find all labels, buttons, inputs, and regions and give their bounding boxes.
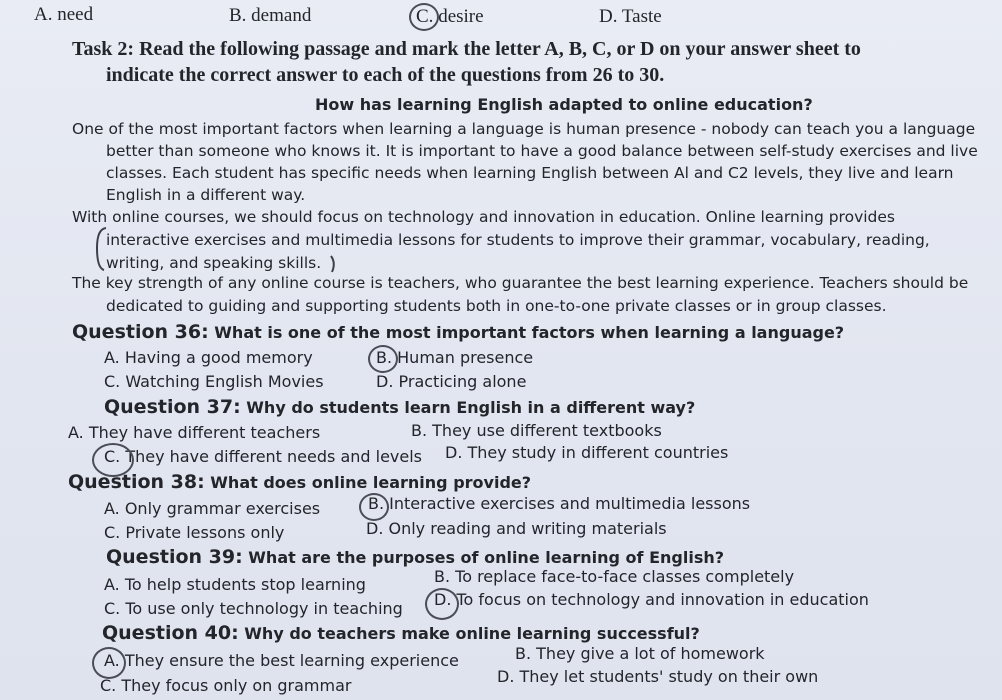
- passage-p2-line: writing, and speaking skills.: [106, 254, 322, 272]
- question-text: Why do teachers make online learning successful?: [244, 624, 700, 643]
- q37-option-b: B. They use different textbooks: [411, 421, 662, 440]
- passage-p3-line: The key strength of any online course is teachers, who guarantee the best learning experience. Teachers should be: [72, 274, 969, 292]
- passage-title: How has learning English adapted to online education?: [315, 95, 813, 114]
- q39-option-d: D. To focus on technology and innovation in education: [434, 590, 869, 609]
- task-heading-line-2: indicate the correct answer to each of the questions from 26 to 30.: [106, 64, 665, 86]
- prev-option-a: A. need: [34, 4, 94, 25]
- question-40: [102, 622, 700, 644]
- prev-option-d: D. Taste: [599, 6, 662, 27]
- q38-option-b: B. Interactive exercises and multimedia lessons: [368, 494, 751, 513]
- question-39: [106, 546, 724, 568]
- question-text: What does online learning provide?: [210, 473, 532, 492]
- q39-option-c: C. To use only technology in teaching: [104, 599, 403, 618]
- q36-option-d: D. Practicing alone: [376, 372, 527, 391]
- question-36: [72, 321, 844, 343]
- q39-option-b: B. To replace face-to-face classes completely: [434, 567, 795, 586]
- bracket-mark-left: [94, 226, 108, 272]
- question-number: Question 39:: [106, 546, 243, 568]
- q38-option-d: D. Only reading and writing materials: [366, 519, 667, 538]
- q40-option-c: C. They focus only on grammar: [100, 676, 352, 695]
- passage-p1-line: classes. Each student has specific needs when learning English between Al and C2 levels, they live and learn: [106, 164, 954, 182]
- q40-option-d: D. They let students' study on their own: [497, 667, 819, 686]
- prev-option-c-letter: C.: [416, 6, 434, 27]
- question-37: [104, 396, 695, 418]
- question-number: Question 40:: [102, 622, 239, 644]
- q37-option-c: C. They have different needs and levels: [104, 447, 423, 466]
- prev-option-b: B. demand: [229, 5, 312, 26]
- question-number: Question 37:: [104, 396, 241, 418]
- passage-p1-line: English in a different way.: [106, 186, 306, 204]
- question-text: Why do students learn English in a different way?: [246, 398, 696, 417]
- q40-option-a: A. They ensure the best learning experience: [104, 651, 459, 670]
- passage-p3-line: dedicated to guiding and supporting students both in one-to-one private classes or in group classes.: [106, 297, 887, 315]
- task-heading-line-1: Task 2: Read the following passage and mark the letter A, B, C, or D on your answer sheet to: [72, 38, 861, 60]
- q38-option-c: C. Private lessons only: [104, 523, 285, 542]
- q37-option-d: D. They study in different countries: [445, 443, 729, 462]
- passage-p1-line: One of the most important factors when learning a language is human presence - nobody can teach you a language: [72, 120, 976, 138]
- question-38: [68, 471, 531, 493]
- q40-option-b: B. They give a lot of homework: [515, 644, 765, 663]
- passage-p2-line: With online courses, we should focus on technology and innovation in education. Online learning provides: [72, 208, 896, 226]
- q38-option-a: A. Only grammar exercises: [104, 499, 321, 518]
- passage-p2-line: interactive exercises and multimedia lessons for students to improve their grammar, vocabulary, reading,: [106, 231, 930, 249]
- q37-option-a: A. They have different teachers: [68, 423, 321, 442]
- passage-p1-line: better than someone who knows it. It is important to have a good balance between self-study exercises and live: [106, 142, 978, 160]
- q36-option-a: A. Having a good memory: [104, 348, 313, 367]
- question-number: Question 38:: [68, 471, 205, 493]
- question-number: Question 36:: [72, 321, 209, 343]
- bracket-mark-right: [329, 254, 339, 274]
- prev-option-c-text: desire: [438, 6, 484, 27]
- prev-option-c: [416, 6, 484, 28]
- question-text: What are the purposes of online learning of English?: [248, 548, 725, 567]
- question-text: What is one of the most important factors when learning a language?: [214, 323, 845, 342]
- q36-option-b: B. Human presence: [376, 348, 534, 367]
- q36-option-c: C. Watching English Movies: [104, 372, 324, 391]
- q39-option-a: A. To help students stop learning: [104, 575, 366, 594]
